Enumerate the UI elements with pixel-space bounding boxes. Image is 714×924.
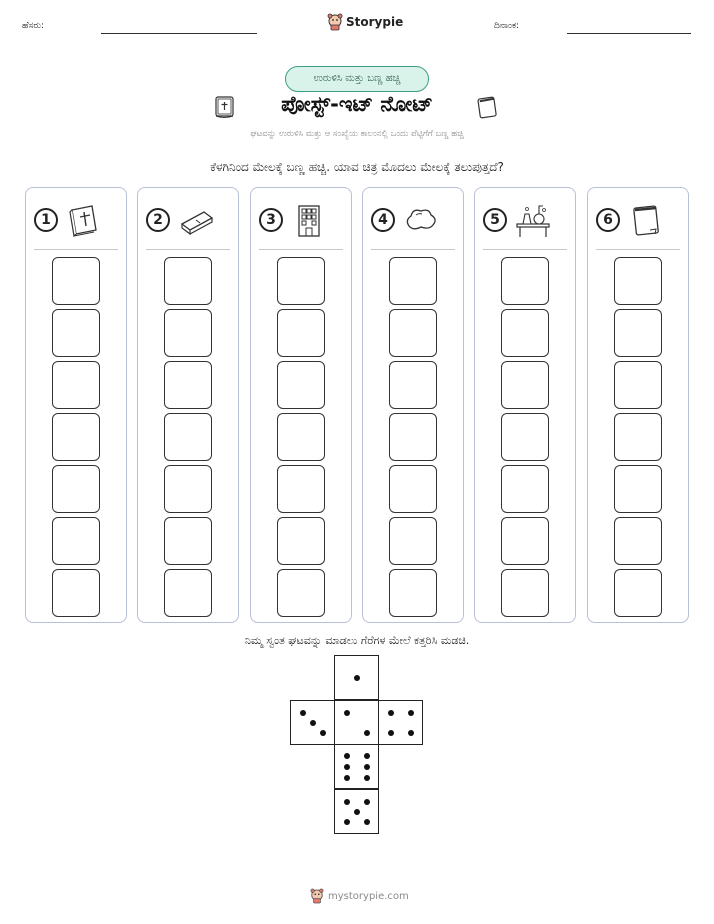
dice-pip [388, 710, 394, 716]
color-box[interactable] [614, 569, 662, 617]
cutout-instruction: ನಿಮ್ಮ ಸ್ವಂತ ಘಟವನ್ನು ಮಾಡಲು ಗೆರೆಗಳ ಮೇಲೆ ಕತ್ತರಿಸಿ ಮಡಚಿ. [244, 634, 470, 647]
color-box[interactable] [389, 361, 437, 409]
color-box[interactable] [389, 309, 437, 357]
color-box[interactable] [164, 465, 212, 513]
color-box[interactable] [277, 517, 325, 565]
color-box[interactable] [164, 257, 212, 305]
color-box[interactable] [277, 309, 325, 357]
dice-pip [344, 710, 350, 716]
color-box[interactable] [52, 465, 100, 513]
color-box[interactable] [501, 361, 549, 409]
notepad-icon [474, 94, 500, 120]
color-box[interactable] [164, 413, 212, 461]
color-box[interactable] [389, 569, 437, 617]
date-line[interactable] [567, 33, 691, 34]
column-1 [25, 187, 127, 623]
dice-face-1 [334, 655, 379, 700]
dice-pip [364, 799, 370, 805]
column-number: 3 [259, 208, 283, 232]
color-box[interactable] [52, 257, 100, 305]
column-divider [483, 249, 567, 250]
dice-pip [388, 730, 394, 736]
dice-pip [320, 730, 326, 736]
color-box[interactable] [501, 569, 549, 617]
column-number: 6 [596, 208, 620, 232]
column-3 [250, 187, 352, 623]
brand-name: Storypie [346, 15, 404, 29]
dice-pip [408, 710, 414, 716]
color-box[interactable] [614, 257, 662, 305]
date-label: ದಿನಾಂಕ: [494, 21, 520, 31]
color-box[interactable] [52, 309, 100, 357]
dice-pip [364, 819, 370, 825]
color-box[interactable] [277, 257, 325, 305]
puddle-icon [401, 200, 441, 240]
color-box[interactable] [389, 465, 437, 513]
dice-face-4 [378, 700, 423, 745]
column-number: 5 [483, 208, 507, 232]
color-box[interactable] [164, 569, 212, 617]
dice-pip [354, 675, 360, 681]
color-box[interactable] [277, 413, 325, 461]
color-box[interactable] [52, 361, 100, 409]
color-box[interactable] [614, 465, 662, 513]
dice-pip [310, 720, 316, 726]
column-4 [362, 187, 464, 623]
color-box[interactable] [501, 413, 549, 461]
dice-pip [364, 775, 370, 781]
column-5 [474, 187, 576, 623]
building-icon [289, 200, 329, 240]
color-box[interactable] [389, 517, 437, 565]
footer-url: mystorypie.com [328, 890, 409, 902]
page-title: ಪೋಸ್ಟ್-ಇಟ್ ನೋಟ್ [281, 92, 433, 116]
column-number: 2 [146, 208, 170, 232]
dice-pip [364, 764, 370, 770]
dice-face-6 [334, 744, 379, 789]
question-text: ಕೆಳಗಿನಿಂದ ಮೇಲಕ್ಕೆ ಬಣ್ಣ ಹಚ್ಚಿ. ಯಾವ ಚಿತ್ರ ಮೊದಲು ಮೇಲಕ್ಕೆ ತಲುಪುತ್ತದೆ? [210, 160, 504, 174]
dice-pip [354, 809, 360, 815]
color-box[interactable] [389, 257, 437, 305]
color-box[interactable] [614, 413, 662, 461]
color-box[interactable] [52, 569, 100, 617]
dice-pip [300, 710, 306, 716]
dice-pip [408, 730, 414, 736]
color-box[interactable] [277, 465, 325, 513]
name-line[interactable] [101, 33, 257, 34]
dice-pip [344, 819, 350, 825]
dice-pip [344, 775, 350, 781]
lab-table-icon [513, 200, 553, 240]
activity-badge: ಉರುಳಿಸಿ ಮತ್ತು ಬಣ್ಣ ಹಚ್ಚಿ [285, 66, 429, 92]
color-box[interactable] [501, 257, 549, 305]
column-2 [137, 187, 239, 623]
color-box[interactable] [277, 569, 325, 617]
dice-face-2 [334, 700, 379, 745]
subtitle: ಘಟವನ್ನು ಉರುಳಿಸಿ ಮತ್ತು ಆ ಸಂಖ್ಯೆಯ ಕಾಲಂನಲ್ಲಿ ಒಂದು ಪೆಟ್ಟಿಗೆಗೆ ಬಣ್ಣ ಹಚ್ಚಿ [250, 129, 464, 139]
dice-pip [344, 753, 350, 759]
color-box[interactable] [501, 465, 549, 513]
color-box[interactable] [164, 361, 212, 409]
dice-pip [344, 764, 350, 770]
dice-face-5 [334, 789, 379, 834]
color-box[interactable] [614, 517, 662, 565]
storypie-mascot-icon [310, 888, 324, 904]
color-box[interactable] [389, 413, 437, 461]
dice-pip [344, 799, 350, 805]
column-divider [34, 249, 118, 250]
dice-pip [364, 730, 370, 736]
column-divider [596, 249, 680, 250]
storypie-mascot-icon [327, 13, 343, 31]
column-6 [587, 187, 689, 623]
color-box[interactable] [52, 517, 100, 565]
color-box[interactable] [614, 309, 662, 357]
dice-pip [364, 753, 370, 759]
color-box[interactable] [52, 413, 100, 461]
color-box[interactable] [164, 517, 212, 565]
eraser-icon [176, 200, 216, 240]
color-box[interactable] [614, 361, 662, 409]
column-divider [259, 249, 343, 250]
dice-face-3 [290, 700, 335, 745]
column-divider [371, 249, 455, 250]
bible-icon [64, 200, 104, 240]
footer [310, 888, 409, 904]
column-divider [146, 249, 230, 250]
color-box[interactable] [164, 309, 212, 357]
color-box[interactable] [501, 309, 549, 357]
notepad-icon [626, 200, 666, 240]
color-box[interactable] [501, 517, 549, 565]
brand-logo [327, 13, 403, 31]
color-box[interactable] [277, 361, 325, 409]
name-label: ಹೆಸರು: [22, 21, 45, 31]
column-number: 4 [371, 208, 395, 232]
column-number: 1 [34, 208, 58, 232]
